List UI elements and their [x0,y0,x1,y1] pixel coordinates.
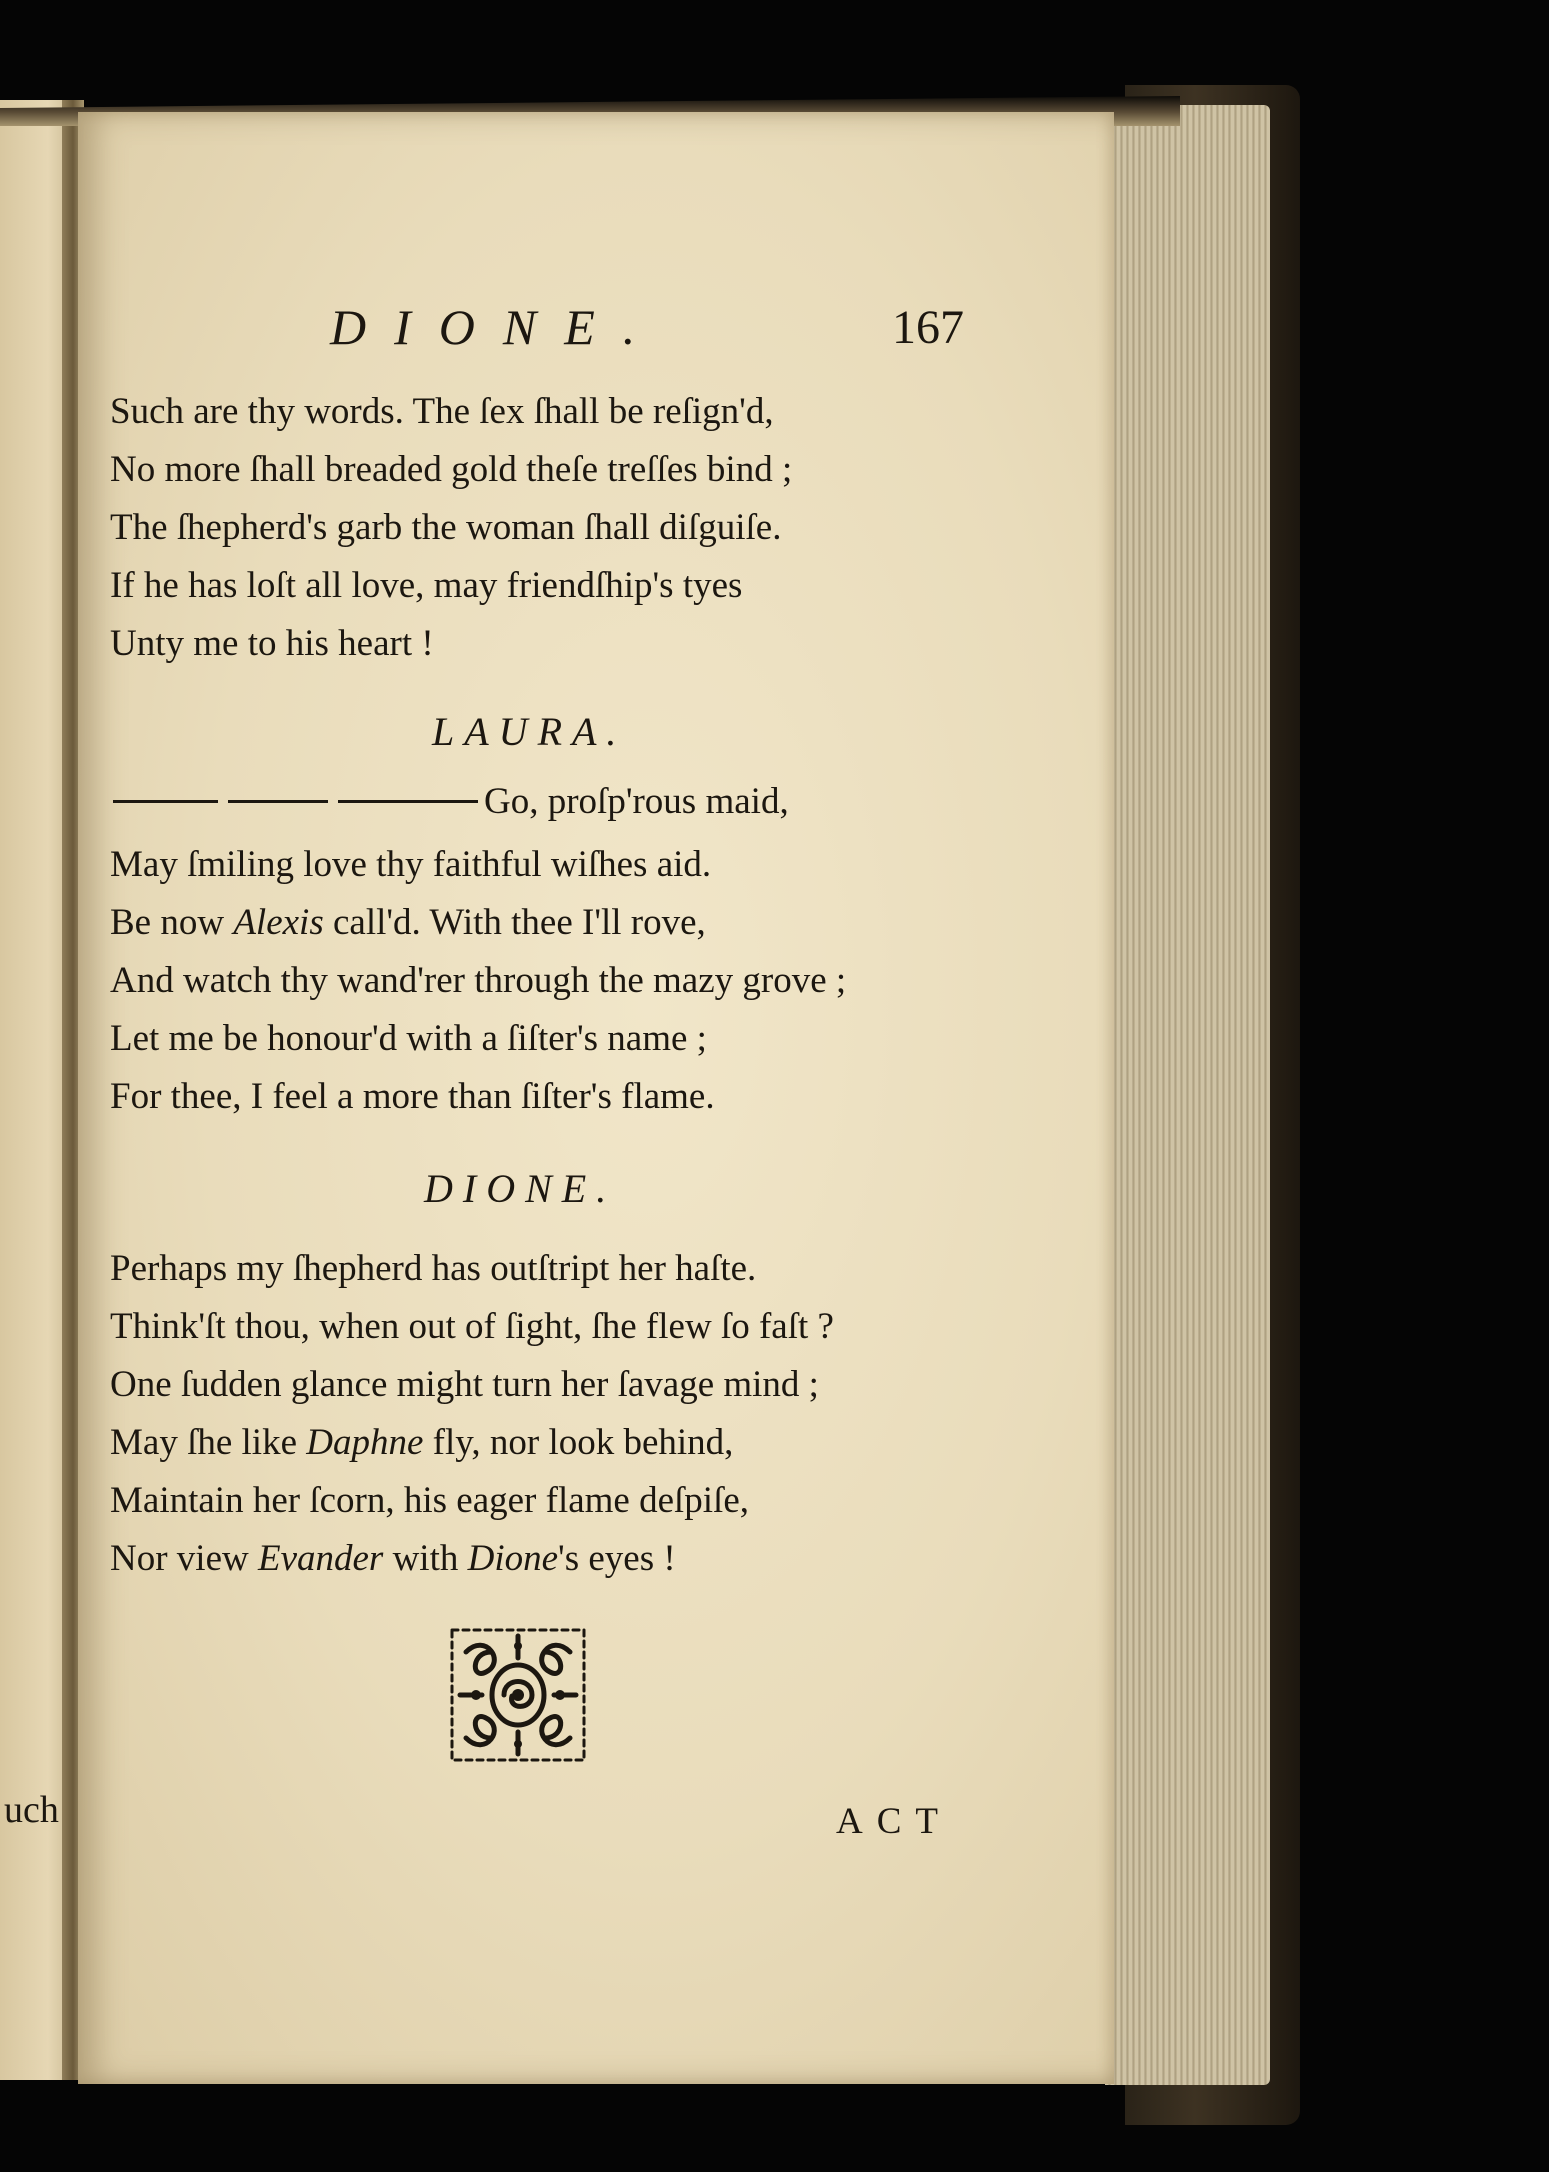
verse-line: Let me be honour'd with a ſiſter's name ; [110,1018,707,1059]
verse-line: For thee, I feel a more than ſiſter's flame. [110,1076,715,1117]
speaker-name: DIONE. [424,1166,617,1211]
verse-line: Think'ſt thou, when out of ſight, ſhe flew ſo faſt ? [110,1306,834,1347]
verse-line: No more ſhall breaded gold theſe treſſes bind ; [110,449,793,490]
left-page-fragment: uch [4,1789,59,1831]
printers-ornament-icon [446,1622,590,1768]
rule-segment [113,800,218,803]
verse-line: Go, proſp'rous maid, [484,781,789,822]
verse-line: Perhaps my ſhepherd has outſtript her haſte. [110,1248,757,1289]
verse-line: Unty me to his heart ! [110,623,434,664]
rule-segment [228,800,328,803]
verse-line: May ſmiling love thy faithful wiſhes aid. [110,844,712,885]
verse-line: Such are thy words. The ſex ſhall be reſign'd, [110,391,774,432]
verse-line: Maintain her ſcorn, his eager flame deſpiſe, [110,1480,750,1521]
page-number: 167 [892,301,964,354]
continuation-rule [113,800,478,804]
verse-line: Nor view Evander with Dione's eyes ! [110,1538,676,1579]
verse-line: One ſudden glance might turn her ſavage mind ; [110,1364,819,1405]
verse-line: May ſhe like Daphne fly, nor look behind, [110,1422,734,1463]
rule-segment [338,800,478,803]
page-block-edge [1105,105,1270,2085]
verse-line: If he has loſt all love, may friendſhip's tyes [110,565,743,606]
verse-line: And watch thy wand'rer through the mazy grove ; [110,960,847,1001]
verse-line: The ſhepherd's garb the woman ſhall diſguiſe. [110,507,782,548]
speaker-name: LAURA. [432,709,627,754]
verse-line: Be now Alexis call'd. With thee I'll rove, [110,902,706,943]
catchword: ACT [836,1801,952,1842]
running-header: DIONE. [330,299,664,355]
